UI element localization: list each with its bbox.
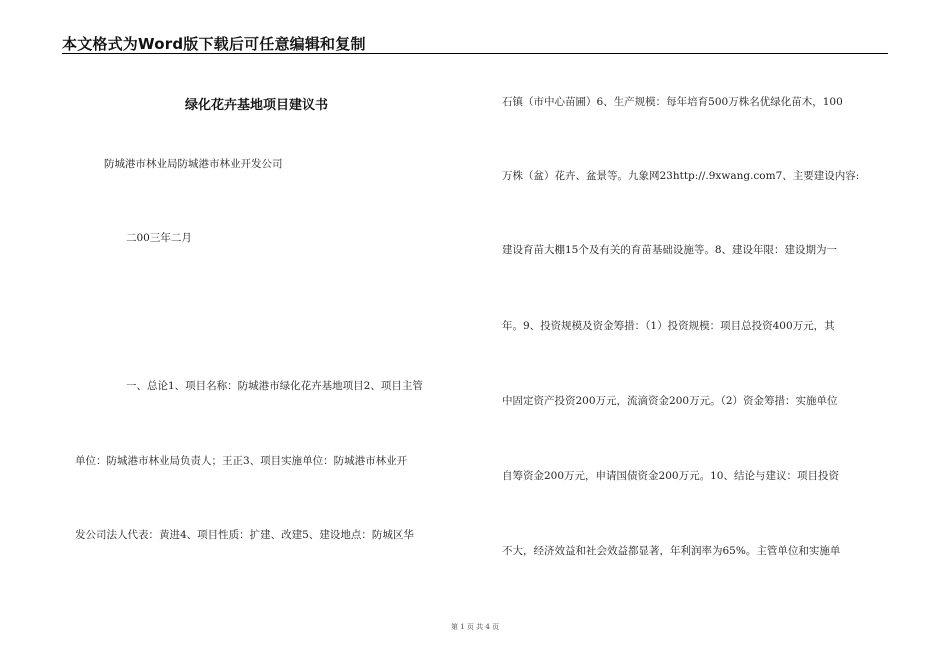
body-line: 一、总论1、项目名称：防城港市绿化花卉基地项目2、项目主管	[126, 380, 423, 392]
body-line: 建设育苗大棚15个及有关的育苗基础设施等。8、建设年限：建设期为一	[502, 244, 838, 256]
document-title: 绿化花卉基地项目建议书	[185, 98, 329, 113]
body-line: 年。9、投资规模及资金筹措：（1）投资规模：项目总投资400万元，其	[502, 320, 835, 332]
header-divider	[62, 53, 888, 54]
body-line: 单位：防城港市林业局负责人；王正3、项目实施单位：防城港市林业开	[75, 455, 408, 467]
body-line: 石镇（市中心苗圃）6、生产规模：每年培育500万株名优绿化苗木，100	[502, 96, 843, 108]
body-line: 不大，经济效益和社会效益都显著，年利润率为65%。主管单位和实施单	[502, 545, 841, 557]
document-header: 本文格式为Word版下载后可任意编辑和复制	[62, 35, 366, 53]
date-line: 二00三年二月	[126, 232, 192, 244]
author-line: 防城港市林业局防城港市林业开发公司	[104, 158, 283, 170]
body-line: 自筹资金200万元，申请国债资金200万元。10、结论与建议：项目投资	[502, 470, 839, 482]
page-number: 第 1 页 共 4 页	[450, 623, 500, 631]
body-line: 中固定资产投资200万元，流滴资金200万元。（2）资金筹措：实施单位	[502, 395, 838, 407]
body-line: 发公司法人代表：黄进4、项目性质：扩建、改建5、建设地点：防城区华	[75, 529, 414, 541]
body-line: 万株（盆）花卉、盆景等。九象网23http://.9xwang.com7、主要建设内容:	[502, 170, 860, 182]
